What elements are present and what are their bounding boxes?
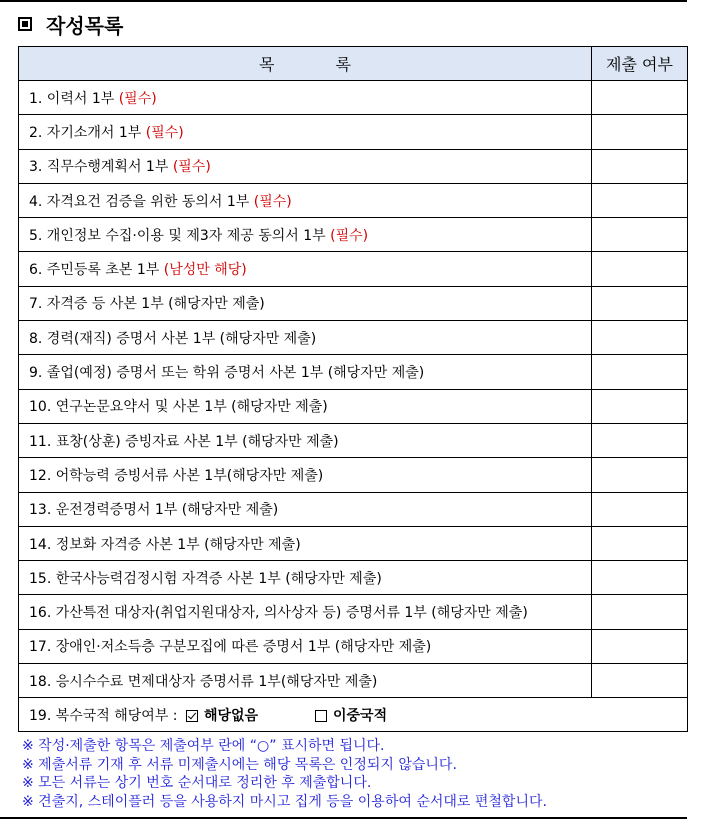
row-item-text: 7. 자격증 등 사본 1부 (해당자만 제출) [29,296,265,313]
row-item-text: 14. 정보화 자격증 사본 1부 (해당자만 제출) [29,536,301,553]
table-row [19,629,688,663]
submission-status-cell[interactable] [592,115,688,149]
table-row [19,286,688,320]
row-item-cell [19,389,592,423]
note-line: ※ 모든 서류는 상기 번호 순서대로 정리한 후 제출합니다. [22,775,372,791]
notes-block [22,737,702,811]
row-item-cell [19,664,592,698]
row-item-text: 8. 경력(재직) 증명서 사본 1부 (해당자만 제출) [29,330,317,347]
note-line: ※ 견출지, 스테이플러 등을 사용하지 마시고 집게 등을 이용하여 순서대로 편철합니다. [22,793,547,810]
row-item-text: 3. 직무수행계획서 1부 [29,159,169,176]
row-item-cell [19,526,592,560]
row-item-cell [19,561,592,595]
submission-status-cell[interactable] [592,561,688,595]
table-row [19,252,688,286]
row-item-cell [19,355,592,389]
row-item-text: 17. 장애인·저소득층 구분모집에 따른 증명서 1부 (해당자만 제출) [29,639,432,656]
note-line: ※ 제출서류 기재 후 서류 미제출시에는 해당 목록은 인정되지 않습니다. [22,756,457,773]
submission-status-cell[interactable] [592,149,688,183]
section-title [18,10,123,38]
row-item-text: 11. 표창(상훈) 증빙자료 사본 1부 (해당자만 제출) [29,433,339,450]
submission-status-cell[interactable] [592,492,688,526]
table-row [19,149,688,183]
note-line: ※ 작성·제출한 항목은 제출여부 란에 “○” 표시하면 됩니다. [22,738,385,754]
row-item-text: 6. 주민등록 초본 1부 [29,262,160,279]
table-row [19,183,688,217]
header-status: 제출 여부 [592,47,688,81]
row-item-text: 18. 응시수수료 면제대상자 증명서류 1부(해당자만 제출) [29,673,378,690]
table-row [19,492,688,526]
row-item-text: 16. 가산특전 대상자(취업지원대상자, 의사상자 등) 증명서류 1부 (해당자만 제출) [29,605,528,622]
submission-status-cell[interactable] [592,526,688,560]
row-item-cell [19,595,592,629]
nationality-cell [19,698,688,732]
row-item-text: 10. 연구논문요약서 및 사본 1부 (해당자만 제출) [29,399,328,416]
row-item-cell [19,81,592,115]
submission-status-cell[interactable] [592,355,688,389]
row-item-cell [19,423,592,457]
submission-status-cell[interactable] [592,595,688,629]
top-rule [0,0,687,2]
row-item-text: 5. 개인정보 수집·이용 및 제3자 제공 동의서 1부 [29,227,326,244]
submission-status-cell[interactable] [592,629,688,663]
row-item-cell [19,286,592,320]
row-item-cell [19,115,592,149]
checkbox-dual[interactable] [315,710,327,722]
table-row [19,664,688,698]
row-item-cell [19,492,592,526]
header-item: 목 록 [19,47,592,81]
table-row [19,81,688,115]
filled-square-icon [18,17,32,31]
submission-status-cell[interactable] [592,183,688,217]
row-item-requirement: (필수) [253,193,292,210]
row-item-cell [19,629,592,663]
submission-status-cell[interactable] [592,81,688,115]
nationality-label: 19. 복수국적 해당여부 : [29,707,178,724]
table-row-nationality [19,698,688,732]
row-item-text: 12. 어학능력 증빙서류 사본 1부(해당자만 제출) [29,467,324,484]
row-item-requirement: (필수) [145,124,184,141]
option-dual-label: 이중국적 [333,707,388,724]
table-row [19,458,688,492]
submission-status-cell[interactable] [592,218,688,252]
row-item-text: 4. 자격요건 검증을 위한 동의서 1부 [29,193,250,210]
submission-status-cell[interactable] [592,286,688,320]
row-item-text: 9. 졸업(예정) 증명서 또는 학위 증명서 사본 1부 (해당자만 제출) [29,365,425,382]
row-item-requirement: (필수) [330,227,369,244]
bottom-rule [0,817,687,819]
table-row [19,115,688,149]
table-row [19,526,688,560]
table-header-row [19,47,688,81]
submission-status-cell[interactable] [592,423,688,457]
row-item-requirement: (남성만 해당) [163,262,247,279]
table-row [19,355,688,389]
row-item-text: 1. 이력서 1부 [29,90,115,107]
table-row [19,423,688,457]
row-item-requirement: (필수) [172,159,211,176]
row-item-text: 2. 자기소개서 1부 [29,124,142,141]
row-item-cell [19,252,592,286]
document-list-table [18,46,688,732]
row-item-requirement: (필수) [118,90,157,107]
submission-status-cell[interactable] [592,664,688,698]
row-item-cell [19,218,592,252]
row-item-cell [19,183,592,217]
submission-status-cell[interactable] [592,252,688,286]
option-none-label: 해당없음 [203,707,259,724]
table-row [19,218,688,252]
table-row [19,595,688,629]
table-row [19,389,688,423]
submission-status-cell[interactable] [592,458,688,492]
row-item-cell [19,321,592,355]
submission-status-cell[interactable] [592,389,688,423]
submission-status-cell[interactable] [592,321,688,355]
row-item-text: 15. 한국사능력검정시험 자격증 사본 1부 (해당자만 제출) [29,570,382,587]
table-row [19,321,688,355]
row-item-cell [19,149,592,183]
table-row [19,561,688,595]
row-item-text: 13. 운전경력증명서 1부 (해당자만 제출) [29,502,279,519]
section-title-text: 작성목록 [46,13,124,38]
row-item-cell [19,458,592,492]
checkbox-none[interactable] [186,710,198,722]
